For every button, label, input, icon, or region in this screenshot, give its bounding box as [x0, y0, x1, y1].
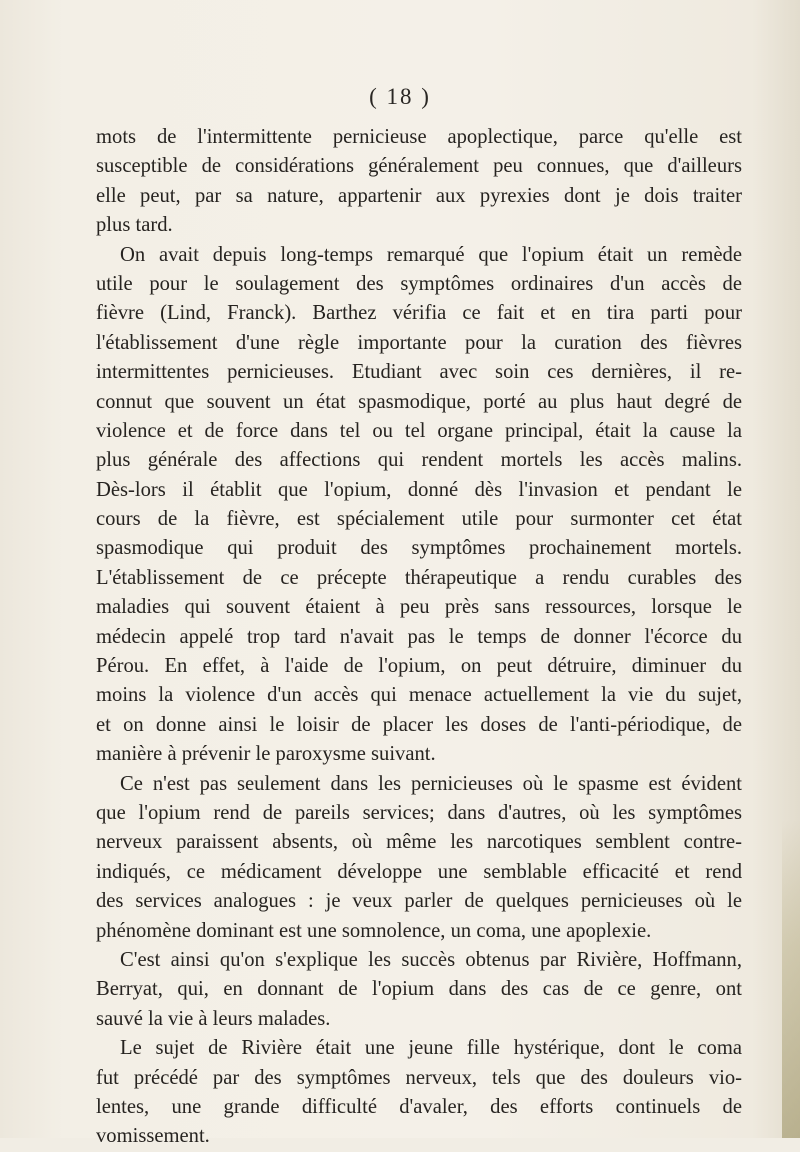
text-line: nerveux paraissent absents, où même les narcotiques semblent contre-	[96, 831, 742, 854]
text-line: Berryat, qui, en donnant de l'opium dans des cas de ce genre, ont	[96, 978, 742, 1001]
text-line: C'est ainsi qu'on s'explique les succès obtenus par Rivière, Hoffmann,	[120, 948, 742, 971]
text-line: plus tard.	[96, 214, 173, 237]
page-edge-stain	[782, 820, 800, 1138]
text-line: cours de la fièvre, est spécialement utile pour surmonter cet état	[96, 508, 742, 531]
text-line: violence et de force dans tel ou tel organe principal, était la cause la	[96, 419, 742, 442]
paragraph-4	[96, 946, 742, 1034]
text-line: médecin appelé trop tard n'avait pas le temps de donner l'écorce du	[96, 625, 742, 648]
text-line: Pérou. En effet, à l'aide de l'opium, on peut détruire, diminuer du	[96, 655, 742, 678]
text-line: manière à prévenir le paroxysme suivant.	[96, 743, 436, 766]
text-line: lentes, une grande difficulté d'avaler, des efforts continuels de	[96, 1095, 742, 1118]
text-line: et on donne ainsi le loisir de placer les doses de l'anti-périodique, de	[96, 713, 742, 736]
text-line: intermittentes pernicieuses. Etudiant avec soin ces dernières, il re-	[96, 361, 742, 384]
text-line: mots de l'intermittente pernicieuse apoplectique, parce qu'elle est	[96, 126, 742, 148]
text-line: phénomène dominant est une somnolence, un coma, une apoplexie.	[96, 919, 652, 942]
text-line: maladies qui souvent étaient à peu près sans ressources, lorsque le	[96, 596, 742, 619]
body-text	[96, 123, 742, 1152]
text-line: susceptible de considérations généralement peu connues, que d'ailleurs	[96, 155, 742, 178]
paragraph-3	[96, 770, 742, 946]
text-line: moins la violence d'un accès qui menace actuellement la vie du sujet,	[96, 684, 742, 707]
text-line: Ce n'est pas seulement dans les pernicieuses où le spasme est évident	[120, 772, 742, 795]
text-line: des services analogues : je veux parler de quelques pernicieuses où le	[96, 890, 742, 913]
text-line: elle peut, par sa nature, appartenir aux pyrexies dont je dois traiter	[96, 184, 742, 207]
text-line: fièvre (Lind, Franck). Barthez vérifia ce fait et en tira parti pour	[96, 302, 742, 325]
text-line: connut que souvent un état spasmodique, porté au plus haut degré de	[96, 390, 742, 413]
text-line: vomissement.	[96, 1125, 210, 1148]
text-line: fut précédé par des symptômes nerveux, tels que des douleurs vio-	[96, 1066, 742, 1089]
text-line: On avait depuis long-temps remarqué que l'opium était un remède	[120, 243, 742, 266]
paragraph-2	[96, 241, 742, 770]
paragraph-1	[96, 123, 742, 241]
text-line: l'établissement d'une règle importante pour la curation des fièvres	[96, 331, 742, 354]
text-line: que l'opium rend de pareils services; dans d'autres, où les symptômes	[96, 801, 742, 824]
text-line: plus générale des affections qui rendent mortels les accès malins.	[96, 449, 742, 472]
text-line: sauvé la vie à leurs malades.	[96, 1007, 331, 1030]
text-line: utile pour le soulagement des symptômes ordinaires d'un accès de	[96, 272, 742, 295]
text-line: spasmodique qui produit des symptômes prochainement mortels.	[96, 537, 742, 560]
text-line: L'établissement de ce précepte thérapeutique a rendu curables des	[96, 566, 742, 589]
text-line: Le sujet de Rivière était une jeune fille hystérique, dont le coma	[120, 1037, 742, 1060]
text-line: Dès-lors il établit que l'opium, donné dès l'invasion et pendant le	[96, 478, 742, 501]
text-line: indiqués, ce médicament développe une semblable efficacité et rend	[96, 860, 742, 883]
page-number: ( 18 )	[369, 84, 431, 109]
paragraph-5	[96, 1034, 742, 1152]
